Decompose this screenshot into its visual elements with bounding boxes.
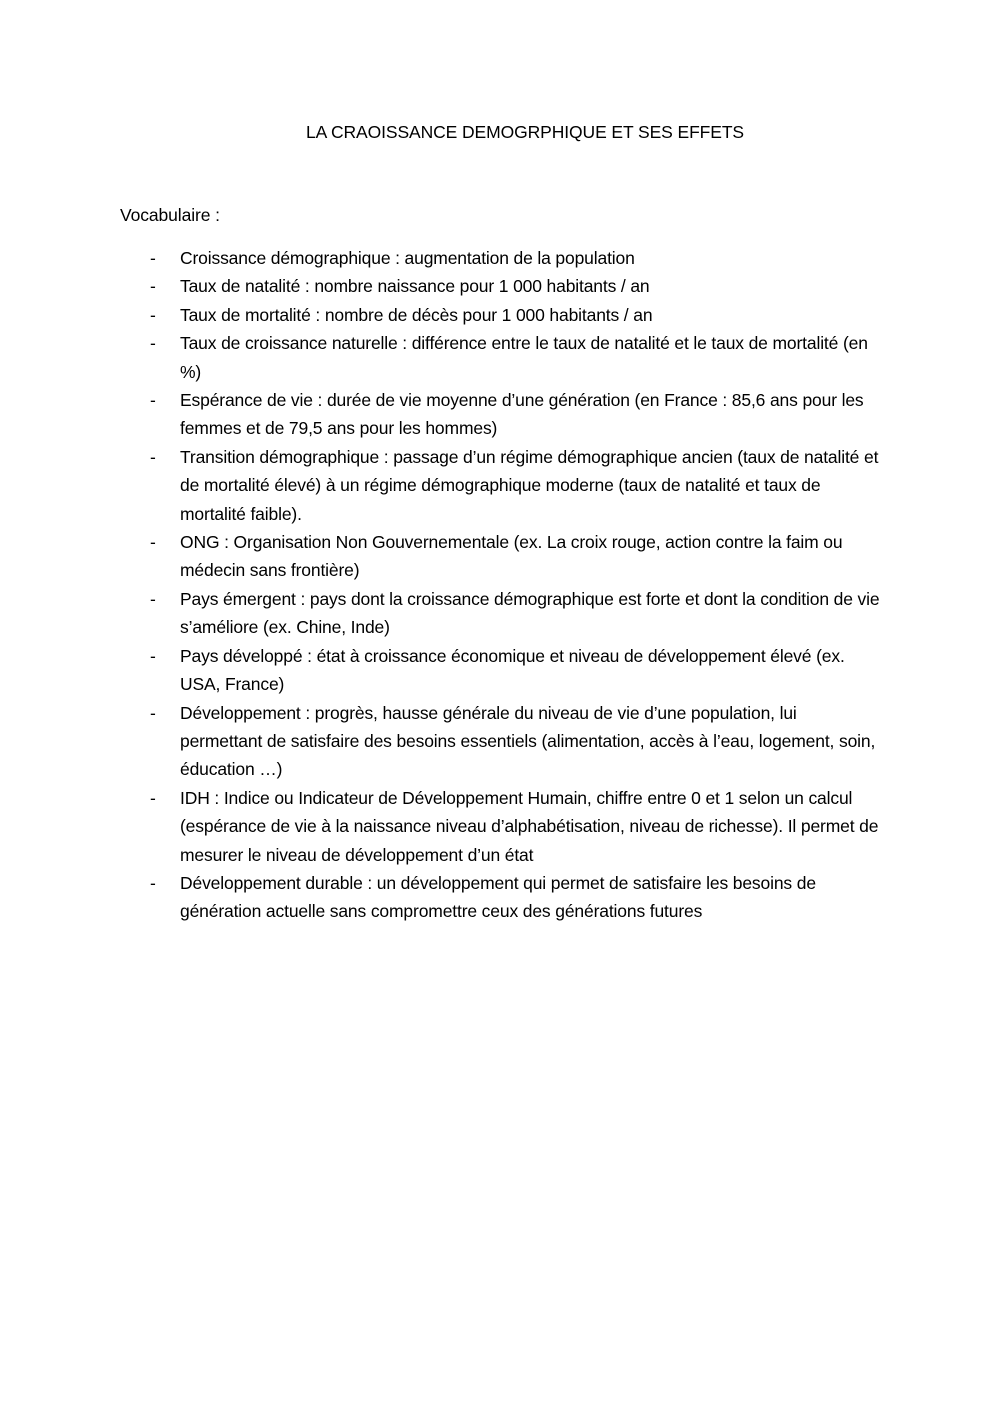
- document-title: LA CRAOISSANCE DEMOGRPHIQUE ET SES EFFETS: [305, 122, 745, 142]
- list-item-text: Croissance démographique : augmentation de la population: [180, 248, 635, 268]
- list-item-text: IDH : Indice ou Indicateur de Développement Humain, chiffre entre 0 et 1 selon un calcul (espérance de vie à la naissance niveau d’alphabétisation, niveau de richesse). Il permet de mesurer le niveau de développement d’un état: [180, 787, 879, 865]
- list-item: [0, 301, 880, 329]
- list-item: [0, 699, 880, 784]
- bullet-dash: -: [150, 248, 156, 268]
- list-item-text: Développement : progrès, hausse générale du niveau de vie d’une population, lui permettant de satisfaire des besoins essentiels (alimentation, accès à l’eau, logement, soin, éducation …): [180, 702, 876, 780]
- bullet-dash: -: [150, 333, 156, 354]
- bullet-dash: -: [150, 787, 156, 808]
- list-item: [0, 869, 880, 926]
- list-item-text: Pays développé : état à croissance économique et niveau de développement élevé (ex. USA, France): [180, 645, 845, 695]
- list-item-text: Taux de mortalité : nombre de décès pour 1 000 habitants / an: [180, 304, 653, 325]
- list-item: [0, 443, 880, 528]
- bullet-dash: -: [150, 588, 156, 609]
- list-item: [0, 386, 880, 443]
- bullet-dash: -: [150, 446, 156, 467]
- vocabulary-list: [0, 244, 992, 926]
- list-item-text: Taux de natalité : nombre naissance pour 1 000 habitants / an: [180, 276, 650, 297]
- list-item-text: Pays émergent : pays dont la croissance démographique est forte et dont la condition de vie s’améliore (ex. Chine, Inde): [180, 588, 880, 638]
- bullet-dash: -: [150, 276, 156, 297]
- list-item: [0, 244, 880, 272]
- section-heading: Vocabulaire :: [120, 205, 220, 225]
- bullet-dash: -: [150, 304, 156, 325]
- list-item-text: ONG : Organisation Non Gouvernementale (ex. La croix rouge, action contre la faim ou médecin sans frontière): [180, 532, 843, 581]
- bullet-dash: -: [150, 390, 156, 411]
- list-item: [0, 528, 880, 585]
- bullet-dash: -: [150, 872, 156, 893]
- list-item: [0, 642, 880, 699]
- list-item: [0, 272, 880, 300]
- list-item-text: Espérance de vie : durée de vie moyenne d’une génération (en France : 85,6 ans pour les femmes et de 79,5 ans pour les hommes): [180, 390, 864, 439]
- list-item: [0, 784, 880, 869]
- list-item-text: Développement durable : un développement qui permet de satisfaire les besoins de génération actuelle sans compromettre ceux des générations futures: [180, 872, 816, 922]
- bullet-dash: -: [150, 532, 156, 553]
- bullet-dash: -: [150, 645, 156, 666]
- list-item: [0, 329, 880, 386]
- list-item-text: Taux de croissance naturelle : différence entre le taux de natalité et le taux de mortalité (en %): [180, 333, 868, 382]
- list-item: [0, 585, 880, 642]
- list-item-text: Transition démographique : passage d’un régime démographique ancien (taux de natalité et de mortalité élevé) à un régime démographique moderne (taux de natalité et taux de mortalité faible).: [180, 446, 879, 524]
- bullet-dash: -: [150, 702, 156, 723]
